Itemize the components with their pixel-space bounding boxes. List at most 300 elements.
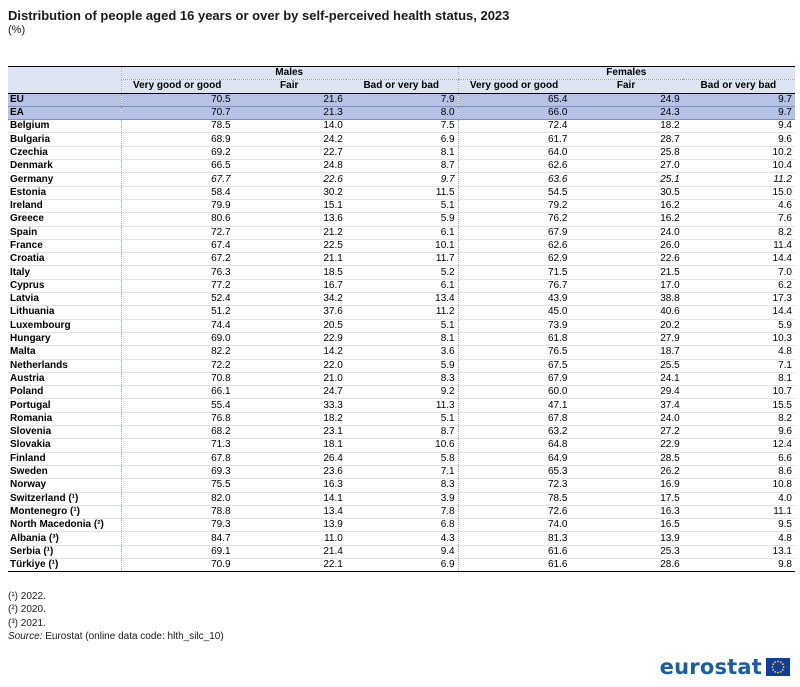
table-cell: 70.9 (121, 558, 233, 571)
table-cell: 15.1 (234, 199, 346, 212)
table-cell: 21.3 (234, 106, 346, 119)
table-cell: 68.9 (121, 133, 233, 146)
table-cell: 20.2 (570, 319, 682, 332)
table-cell: 24.0 (570, 412, 682, 425)
table-cell: 65.3 (458, 465, 570, 478)
row-label: Ireland (8, 199, 121, 212)
table-cell: 29.4 (570, 386, 682, 399)
table-cell: 8.3 (346, 479, 458, 492)
table-cell: 61.6 (458, 545, 570, 558)
row-label: Italy (8, 266, 121, 279)
table-cell: 5.9 (346, 359, 458, 372)
table-cell: 14.1 (234, 492, 346, 505)
row-label: Austria (8, 372, 121, 385)
table-cell: 9.7 (683, 106, 795, 119)
table-cell: 61.7 (458, 133, 570, 146)
table-cell: 68.2 (121, 426, 233, 439)
header-corner (8, 67, 121, 80)
table-row (8, 199, 795, 212)
table-cell: 84.7 (121, 532, 233, 545)
row-label: Denmark (8, 160, 121, 173)
table-cell: 13.6 (234, 213, 346, 226)
table-row (8, 359, 795, 372)
table-cell: 23.1 (234, 426, 346, 439)
table-cell: 11.0 (234, 532, 346, 545)
table-cell: 8.2 (683, 412, 795, 425)
table-cell: 64.9 (458, 452, 570, 465)
table-cell: 79.9 (121, 199, 233, 212)
table-cell: 22.5 (234, 239, 346, 252)
table-cell: 16.5 (570, 519, 682, 532)
table-cell: 6.2 (683, 279, 795, 292)
row-label: Hungary (8, 332, 121, 345)
table-cell: 17.5 (570, 492, 682, 505)
table-cell: 67.7 (121, 173, 233, 186)
row-label: EA (8, 106, 121, 119)
table-cell: 6.9 (346, 558, 458, 571)
table-cell: 27.0 (570, 160, 682, 173)
table-row (8, 279, 795, 292)
table-cell: 14.2 (234, 346, 346, 359)
table-cell: 67.8 (121, 452, 233, 465)
table-row (8, 505, 795, 518)
table-cell: 45.0 (458, 306, 570, 319)
table-cell: 4.3 (346, 532, 458, 545)
row-label: Estonia (8, 186, 121, 199)
table-cell: 22.1 (234, 558, 346, 571)
table-row (8, 332, 795, 345)
table-cell: 72.3 (458, 479, 570, 492)
eu-flag-star (782, 669, 784, 671)
header-females-fair: Fair (570, 80, 682, 93)
table-cell: 8.1 (346, 146, 458, 159)
table-cell: 9.2 (346, 386, 458, 399)
eu-flag-star (782, 663, 784, 665)
table-cell: 22.7 (234, 146, 346, 159)
table-row (8, 173, 795, 186)
table-row (8, 426, 795, 439)
table-cell: 3.9 (346, 492, 458, 505)
table-cell: 15.5 (683, 399, 795, 412)
table-row (8, 120, 795, 133)
table-cell: 76.7 (458, 279, 570, 292)
header-column-row (8, 80, 795, 93)
table-cell: 9.6 (683, 133, 795, 146)
table-cell: 4.6 (683, 199, 795, 212)
table-cell: 78.5 (458, 492, 570, 505)
row-label: Romania (8, 412, 121, 425)
table-body (8, 93, 795, 572)
table-cell: 26.2 (570, 465, 682, 478)
table-cell: 76.3 (121, 266, 233, 279)
table-cell: 21.6 (234, 93, 346, 106)
table-cell: 7.1 (346, 465, 458, 478)
table-cell: 60.0 (458, 386, 570, 399)
table-cell: 21.4 (234, 545, 346, 558)
row-label: Poland (8, 386, 121, 399)
table-cell: 10.4 (683, 160, 795, 173)
table-cell: 71.5 (458, 266, 570, 279)
table-row (8, 160, 795, 173)
table-cell: 37.6 (234, 306, 346, 319)
table-cell: 51.2 (121, 306, 233, 319)
table-cell: 30.2 (234, 186, 346, 199)
table-cell: 14.0 (234, 120, 346, 133)
table-cell: 13.4 (234, 505, 346, 518)
table-cell: 76.5 (458, 346, 570, 359)
table-cell: 5.8 (346, 452, 458, 465)
table-cell: 10.7 (683, 386, 795, 399)
eu-flag-star (774, 671, 776, 673)
table-cell: 18.2 (234, 412, 346, 425)
table-cell: 54.5 (458, 186, 570, 199)
table-cell: 17.3 (683, 293, 795, 306)
eu-flag-star (777, 661, 779, 663)
table-cell: 71.3 (121, 439, 233, 452)
eu-flag-icon (766, 658, 790, 676)
table-cell: 6.1 (346, 279, 458, 292)
eu-flag-star (777, 672, 779, 674)
table-cell: 8.7 (346, 160, 458, 173)
table-cell: 12.4 (683, 439, 795, 452)
table-cell: 76.2 (458, 213, 570, 226)
table-cell: 66.0 (458, 106, 570, 119)
table-cell: 11.7 (346, 253, 458, 266)
table-cell: 7.6 (683, 213, 795, 226)
table-cell: 4.0 (683, 492, 795, 505)
table-cell: 9.5 (683, 519, 795, 532)
table-row (8, 532, 795, 545)
source-label: Source: (8, 630, 43, 642)
table-cell: 16.2 (570, 213, 682, 226)
table-row (8, 226, 795, 239)
row-label: Greece (8, 213, 121, 226)
table-cell: 64.8 (458, 439, 570, 452)
row-label: Switzerland (¹) (8, 492, 121, 505)
table-cell: 27.2 (570, 426, 682, 439)
table-cell: 7.1 (683, 359, 795, 372)
table-cell: 66.1 (121, 386, 233, 399)
header-group-row (8, 67, 795, 80)
table-cell: 16.7 (234, 279, 346, 292)
table-cell: 16.2 (570, 199, 682, 212)
table-cell: 8.7 (346, 426, 458, 439)
table-cell: 8.1 (346, 332, 458, 345)
table-cell: 73.9 (458, 319, 570, 332)
table-row (8, 346, 795, 359)
table-row (8, 293, 795, 306)
table-cell: 63.6 (458, 173, 570, 186)
table-row (8, 452, 795, 465)
table-row (8, 186, 795, 199)
table-cell: 21.5 (570, 266, 682, 279)
table-row (8, 386, 795, 399)
row-label: EU (8, 93, 121, 106)
table-row (8, 412, 795, 425)
row-label: Croatia (8, 253, 121, 266)
table-cell: 24.8 (234, 160, 346, 173)
table-cell: 70.7 (121, 106, 233, 119)
logo-text: eurostat (659, 655, 762, 679)
table-cell: 5.1 (346, 319, 458, 332)
table-cell: 17.0 (570, 279, 682, 292)
data-table (8, 66, 795, 572)
table-row (8, 213, 795, 226)
table-cell: 5.9 (683, 319, 795, 332)
table-cell: 22.9 (570, 439, 682, 452)
table-cell: 10.1 (346, 239, 458, 252)
table-cell: 76.8 (121, 412, 233, 425)
table-cell: 11.5 (346, 186, 458, 199)
header-females-very-good: Very good or good (458, 80, 570, 93)
table-row (8, 133, 795, 146)
page-title: Distribution of people aged 16 years or over by self-perceived health status, 2023 (8, 8, 510, 23)
table-cell: 9.6 (683, 426, 795, 439)
table-cell: 5.9 (346, 213, 458, 226)
table-cell: 62.9 (458, 253, 570, 266)
table-cell: 9.7 (683, 93, 795, 106)
row-label: Luxembourg (8, 319, 121, 332)
table-cell: 18.2 (570, 120, 682, 133)
header-males-fair: Fair (234, 80, 346, 93)
table-cell: 11.1 (683, 505, 795, 518)
row-label: Latvia (8, 293, 121, 306)
table-cell: 67.9 (458, 372, 570, 385)
table-cell: 43.9 (458, 293, 570, 306)
table-cell: 79.3 (121, 519, 233, 532)
table-cell: 82.0 (121, 492, 233, 505)
eu-flag-star (780, 661, 782, 663)
table-cell: 15.0 (683, 186, 795, 199)
table-cell: 61.6 (458, 558, 570, 571)
table-cell: 74.4 (121, 319, 233, 332)
unit-label: (%) (8, 24, 26, 36)
table-cell: 4.8 (683, 346, 795, 359)
table-cell: 25.3 (570, 545, 682, 558)
table-cell: 14.4 (683, 306, 795, 319)
row-label: Cyprus (8, 279, 121, 292)
table-cell: 63.2 (458, 426, 570, 439)
header-males-very-good: Very good or good (121, 80, 233, 93)
table-cell: 70.5 (121, 93, 233, 106)
table-cell: 69.2 (121, 146, 233, 159)
table-cell: 64.0 (458, 146, 570, 159)
table-row (8, 545, 795, 558)
table-cell: 30.5 (570, 186, 682, 199)
table-cell: 72.4 (458, 120, 570, 133)
table-cell: 62.6 (458, 160, 570, 173)
table-cell: 11.4 (683, 239, 795, 252)
row-label: Spain (8, 226, 121, 239)
table-row (8, 306, 795, 319)
table-row (8, 558, 795, 571)
eu-flag-star (772, 663, 774, 665)
table-cell: 26.4 (234, 452, 346, 465)
table-cell: 82.2 (121, 346, 233, 359)
table-cell: 62.6 (458, 239, 570, 252)
table-cell: 18.7 (570, 346, 682, 359)
table-cell: 7.5 (346, 120, 458, 133)
table-cell: 8.3 (346, 372, 458, 385)
table-cell: 21.2 (234, 226, 346, 239)
table-cell: 38.8 (570, 293, 682, 306)
table-cell: 6.6 (683, 452, 795, 465)
table-cell: 13.1 (683, 545, 795, 558)
table-row (8, 146, 795, 159)
table-cell: 11.3 (346, 399, 458, 412)
table-cell: 24.2 (234, 133, 346, 146)
footnote: (³) 2021. (8, 617, 46, 629)
table-cell: 67.2 (121, 253, 233, 266)
table-cell: 24.7 (234, 386, 346, 399)
table-cell: 72.7 (121, 226, 233, 239)
header-group-females: Females (458, 67, 795, 80)
table-row (8, 239, 795, 252)
table-cell: 16.3 (570, 505, 682, 518)
table-cell: 10.3 (683, 332, 795, 345)
eurostat-logo (660, 655, 790, 679)
table-cell: 47.1 (458, 399, 570, 412)
table-cell: 9.8 (683, 558, 795, 571)
table-cell: 13.9 (570, 532, 682, 545)
table-row (8, 439, 795, 452)
table-cell: 8.0 (346, 106, 458, 119)
table-cell: 21.1 (234, 253, 346, 266)
table-cell: 24.1 (570, 372, 682, 385)
table-cell: 28.6 (570, 558, 682, 571)
row-label: Netherlands (8, 359, 121, 372)
row-label: Czechia (8, 146, 121, 159)
table-cell: 55.4 (121, 399, 233, 412)
row-label: Slovenia (8, 426, 121, 439)
table-cell: 7.0 (683, 266, 795, 279)
header-females-bad: Bad or very bad (683, 80, 795, 93)
table-cell: 11.2 (683, 173, 795, 186)
table-cell: 34.2 (234, 293, 346, 306)
header-blank (8, 80, 121, 93)
table-cell: 67.5 (458, 359, 570, 372)
table-cell: 9.4 (346, 545, 458, 558)
row-label: Bulgaria (8, 133, 121, 146)
table-cell: 81.3 (458, 532, 570, 545)
footnote: (²) 2020. (8, 604, 46, 616)
table-cell: 33.3 (234, 399, 346, 412)
table-cell: 27.9 (570, 332, 682, 345)
table-row (8, 492, 795, 505)
table-cell: 22.9 (234, 332, 346, 345)
table-cell: 75.5 (121, 479, 233, 492)
table-cell: 4.8 (683, 532, 795, 545)
row-label: Slovakia (8, 439, 121, 452)
table-cell: 7.9 (346, 93, 458, 106)
eu-flag-star (774, 661, 776, 663)
table-cell: 16.3 (234, 479, 346, 492)
row-label: Finland (8, 452, 121, 465)
table-cell: 5.1 (346, 412, 458, 425)
table-cell: 3.6 (346, 346, 458, 359)
table-cell: 22.6 (570, 253, 682, 266)
table-cell: 72.2 (121, 359, 233, 372)
row-label: Malta (8, 346, 121, 359)
table-cell: 11.2 (346, 306, 458, 319)
footnotes (8, 590, 224, 643)
table-cell: 80.6 (121, 213, 233, 226)
table-cell: 28.5 (570, 452, 682, 465)
table-cell: 10.8 (683, 479, 795, 492)
table-cell: 20.5 (234, 319, 346, 332)
eu-flag-star (783, 666, 785, 668)
row-label: Serbia (¹) (8, 545, 121, 558)
table-cell: 7.8 (346, 505, 458, 518)
header-males-bad: Bad or very bad (346, 80, 458, 93)
table-row (8, 372, 795, 385)
table-cell: 13.4 (346, 293, 458, 306)
table-cell: 65.4 (458, 93, 570, 106)
table-row (8, 93, 795, 106)
table-cell: 69.0 (121, 332, 233, 345)
table-cell: 72.6 (458, 505, 570, 518)
table-cell: 69.3 (121, 465, 233, 478)
table-cell: 25.8 (570, 146, 682, 159)
table-row (8, 465, 795, 478)
source-text: Eurostat (online data code: hlth_silc_10) (45, 630, 224, 642)
eu-flag-star (780, 671, 782, 673)
table-cell: 22.0 (234, 359, 346, 372)
table-cell: 77.2 (121, 279, 233, 292)
row-label: Belgium (8, 120, 121, 133)
table-cell: 8.2 (683, 226, 795, 239)
row-label: Montenegro (¹) (8, 505, 121, 518)
source-line (8, 630, 224, 643)
table-cell: 70.8 (121, 372, 233, 385)
eu-flag-star (772, 666, 774, 668)
table-cell: 78.5 (121, 120, 233, 133)
table-cell: 61.8 (458, 332, 570, 345)
table-cell: 10.6 (346, 439, 458, 452)
table-cell: 13.9 (234, 519, 346, 532)
table-cell: 8.1 (683, 372, 795, 385)
table-cell: 23.6 (234, 465, 346, 478)
table-row (8, 399, 795, 412)
row-label: Germany (8, 173, 121, 186)
row-label: France (8, 239, 121, 252)
eu-flag-star (772, 669, 774, 671)
table-cell: 67.4 (121, 239, 233, 252)
row-label: Sweden (8, 465, 121, 478)
table-cell: 6.8 (346, 519, 458, 532)
table-cell: 18.1 (234, 439, 346, 452)
table-cell: 16.9 (570, 479, 682, 492)
table-cell: 67.9 (458, 226, 570, 239)
row-label: North Macedonia (²) (8, 519, 121, 532)
table-cell: 67.8 (458, 412, 570, 425)
footnote: (¹) 2022. (8, 591, 46, 602)
table-cell: 52.4 (121, 293, 233, 306)
table-cell: 14.4 (683, 253, 795, 266)
table-row (8, 106, 795, 119)
table-cell: 79.2 (458, 199, 570, 212)
table-cell: 69.1 (121, 545, 233, 558)
row-label: Albania (³) (8, 532, 121, 545)
table-cell: 9.4 (683, 120, 795, 133)
table-cell: 40.6 (570, 306, 682, 319)
table-cell: 25.1 (570, 173, 682, 186)
table-cell: 58.4 (121, 186, 233, 199)
table-row (8, 479, 795, 492)
table-row (8, 319, 795, 332)
row-label: Portugal (8, 399, 121, 412)
table-cell: 24.0 (570, 226, 682, 239)
